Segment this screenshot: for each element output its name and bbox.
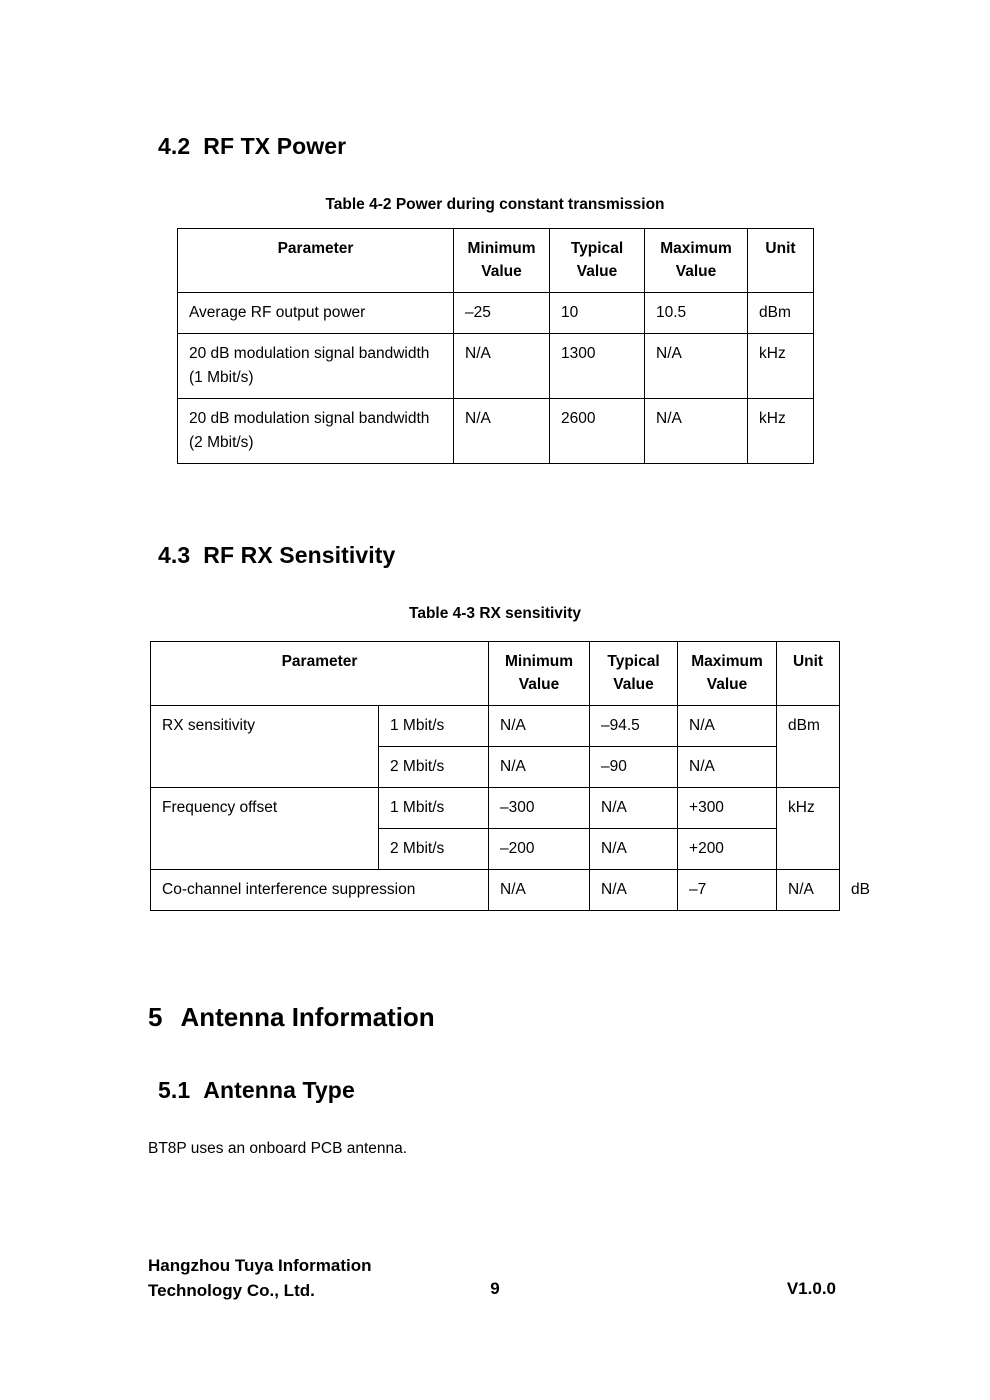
table-4-2-header-minimum bbox=[454, 229, 550, 293]
table-4-2-header-typical-line2: Value bbox=[576, 263, 618, 281]
table-4-3-cell-typical: –94.5 bbox=[590, 705, 678, 746]
table-4-3-cell-minimum: N/A bbox=[489, 705, 590, 746]
heading-5-title: Antenna Information bbox=[180, 1002, 435, 1032]
table-4-2-cell-typical: 1300 bbox=[550, 333, 645, 398]
table-row bbox=[178, 333, 814, 398]
table-4-3-header-typical-line2: Value bbox=[613, 676, 654, 694]
table-4-2-cell-unit: kHz bbox=[748, 333, 814, 398]
table-4-3-header-row bbox=[151, 642, 840, 706]
heading-5-1-number: 5.1 bbox=[158, 1077, 191, 1103]
table-4-2-cell-parameter: 20 dB modulation signal bandwidth (2 Mbit/s) bbox=[178, 398, 454, 463]
table-4-2-header-maximum-line2: Value bbox=[675, 263, 717, 281]
table-4-3-header-minimum bbox=[489, 642, 590, 706]
antenna-type-paragraph: BT8P uses an onboard PCB antenna. bbox=[148, 1140, 408, 1157]
heading-4-2-title: RF TX Power bbox=[203, 133, 347, 159]
table-4-2 bbox=[177, 228, 814, 464]
table-4-3-cell-parameter: Frequency offset bbox=[151, 787, 379, 869]
table-4-2-header-typical bbox=[550, 229, 645, 293]
table-4-3-header-maximum bbox=[678, 642, 777, 706]
table-4-3-header-unit bbox=[777, 642, 840, 706]
table-4-3-header-maximum-line1: Maximum bbox=[691, 653, 763, 670]
footer-page-number: 9 bbox=[490, 1279, 500, 1298]
table-4-2-cell-minimum: –25 bbox=[454, 292, 550, 333]
table-4-2-header-parameter bbox=[178, 229, 454, 293]
table-4-3-cell-parameter: Co-channel interference suppression bbox=[151, 869, 489, 910]
table-4-3-header-minimum-line2: Value bbox=[518, 676, 560, 694]
footer-version: V1.0.0 bbox=[786, 1279, 836, 1298]
table-4-2-cell-unit: kHz bbox=[748, 398, 814, 463]
table-4-3-header-parameter-text: Parameter bbox=[281, 653, 358, 670]
table-4-3-cell-minimum: N/A bbox=[489, 869, 590, 910]
table-row bbox=[178, 292, 814, 333]
table-4-3-cell-unit: dBm bbox=[777, 705, 840, 787]
table-row: Co-channel interference suppression N/A N/A –7 N/A dB bbox=[151, 869, 840, 910]
table-4-2-cell-maximum: 10.5 bbox=[645, 292, 748, 333]
table-4-2-header-minimum-line2: Value bbox=[481, 263, 522, 281]
table-4-2-cell-unit: dBm bbox=[748, 292, 814, 333]
table-4-3-cell-maximum: N/A bbox=[678, 746, 777, 787]
heading-5 bbox=[148, 1002, 435, 1033]
table-4-2-header-minimum-line1: Minimum bbox=[467, 240, 536, 257]
heading-4-2-number: 4.2 bbox=[158, 133, 191, 159]
table-4-3-cell-rate: 2 Mbit/s bbox=[379, 828, 489, 869]
table-4-3-cell-typical: N/A bbox=[590, 787, 678, 828]
table-4-3-cell-maximum: +200 bbox=[678, 828, 777, 869]
table-4-2-cell-parameter: 20 dB modulation signal bandwidth (1 Mbit/s) bbox=[178, 333, 454, 398]
table-4-3-cell-maximum: –7 bbox=[678, 869, 777, 910]
table-4-3-header-typical bbox=[590, 642, 678, 706]
table-4-3-cell-rate: 1 Mbit/s bbox=[379, 787, 489, 828]
table-4-3-header-typical-line1: Typical bbox=[607, 653, 660, 670]
heading-5-number: 5 bbox=[148, 1002, 163, 1032]
table-4-3-header-parameter bbox=[151, 642, 489, 706]
table-4-3-cell-typical: –90 bbox=[590, 746, 678, 787]
table-4-3-cell-typical: N/A bbox=[590, 869, 678, 910]
footer-company-line2: Technology Co., Ltd. bbox=[148, 1280, 315, 1300]
table-4-2-header-row bbox=[178, 229, 814, 293]
heading-4-3-number: 4.3 bbox=[158, 542, 191, 568]
table-4-3-cell-rate: 1 Mbit/s bbox=[379, 705, 489, 746]
table-4-2-header-maximum bbox=[645, 229, 748, 293]
table-4-3-cell-rate: 2 Mbit/s bbox=[379, 746, 489, 787]
table-4-2-header-unit bbox=[748, 229, 814, 293]
table-4-2-header-unit-text: Unit bbox=[765, 240, 796, 257]
heading-4-3-title: RF RX Sensitivity bbox=[203, 542, 396, 568]
table-4-3-cell-extra: N/A bbox=[777, 869, 840, 910]
table-4-2-cell-maximum: N/A bbox=[645, 398, 748, 463]
table-4-3-cell-maximum: +300 bbox=[678, 787, 777, 828]
heading-4-2 bbox=[158, 133, 346, 160]
table-row bbox=[151, 787, 840, 828]
table-row bbox=[151, 705, 840, 746]
table-4-3-cell-parameter: RX sensitivity bbox=[151, 705, 379, 787]
heading-5-1-title: Antenna Type bbox=[203, 1077, 355, 1103]
table-4-3-cell-unit: kHz bbox=[777, 787, 840, 869]
table-4-3-caption: Table 4-3 RX sensitivity bbox=[409, 605, 581, 622]
table-4-3-cell-minimum: –300 bbox=[489, 787, 590, 828]
table-4-3-cell-typical: N/A bbox=[590, 828, 678, 869]
table-4-2-header-typical-line1: Typical bbox=[570, 240, 624, 257]
table-4-3-header-maximum-line2: Value bbox=[706, 676, 748, 694]
table-4-2-cell-typical: 2600 bbox=[550, 398, 645, 463]
table-4-3-header-unit-text: Unit bbox=[792, 653, 824, 670]
table-4-2-cell-parameter: Average RF output power bbox=[178, 292, 454, 333]
table-4-2-caption: Table 4-2 Power during constant transmission bbox=[325, 196, 665, 213]
table-4-2-cell-minimum: N/A bbox=[454, 333, 550, 398]
table-4-3-header-minimum-line1: Minimum bbox=[505, 653, 574, 670]
table-4-2-cell-typical: 10 bbox=[550, 292, 645, 333]
table-4-3-cell-maximum: N/A bbox=[678, 705, 777, 746]
heading-4-3 bbox=[158, 542, 395, 569]
table-4-2-header-parameter-text: Parameter bbox=[277, 240, 354, 257]
table-4-2-cell-maximum: N/A bbox=[645, 333, 748, 398]
table-4-2-header-maximum-line1: Maximum bbox=[660, 240, 732, 257]
table-row bbox=[178, 398, 814, 463]
page-footer bbox=[0, 1254, 990, 1314]
table-4-3 bbox=[150, 641, 870, 911]
heading-5-1 bbox=[158, 1077, 355, 1104]
table-4-3-cell-minimum: –200 bbox=[489, 828, 590, 869]
footer-company-line1: Hangzhou Tuya Information bbox=[148, 1256, 372, 1275]
table-4-3-cell-minimum: N/A bbox=[489, 746, 590, 787]
table-4-2-cell-minimum: N/A bbox=[454, 398, 550, 463]
